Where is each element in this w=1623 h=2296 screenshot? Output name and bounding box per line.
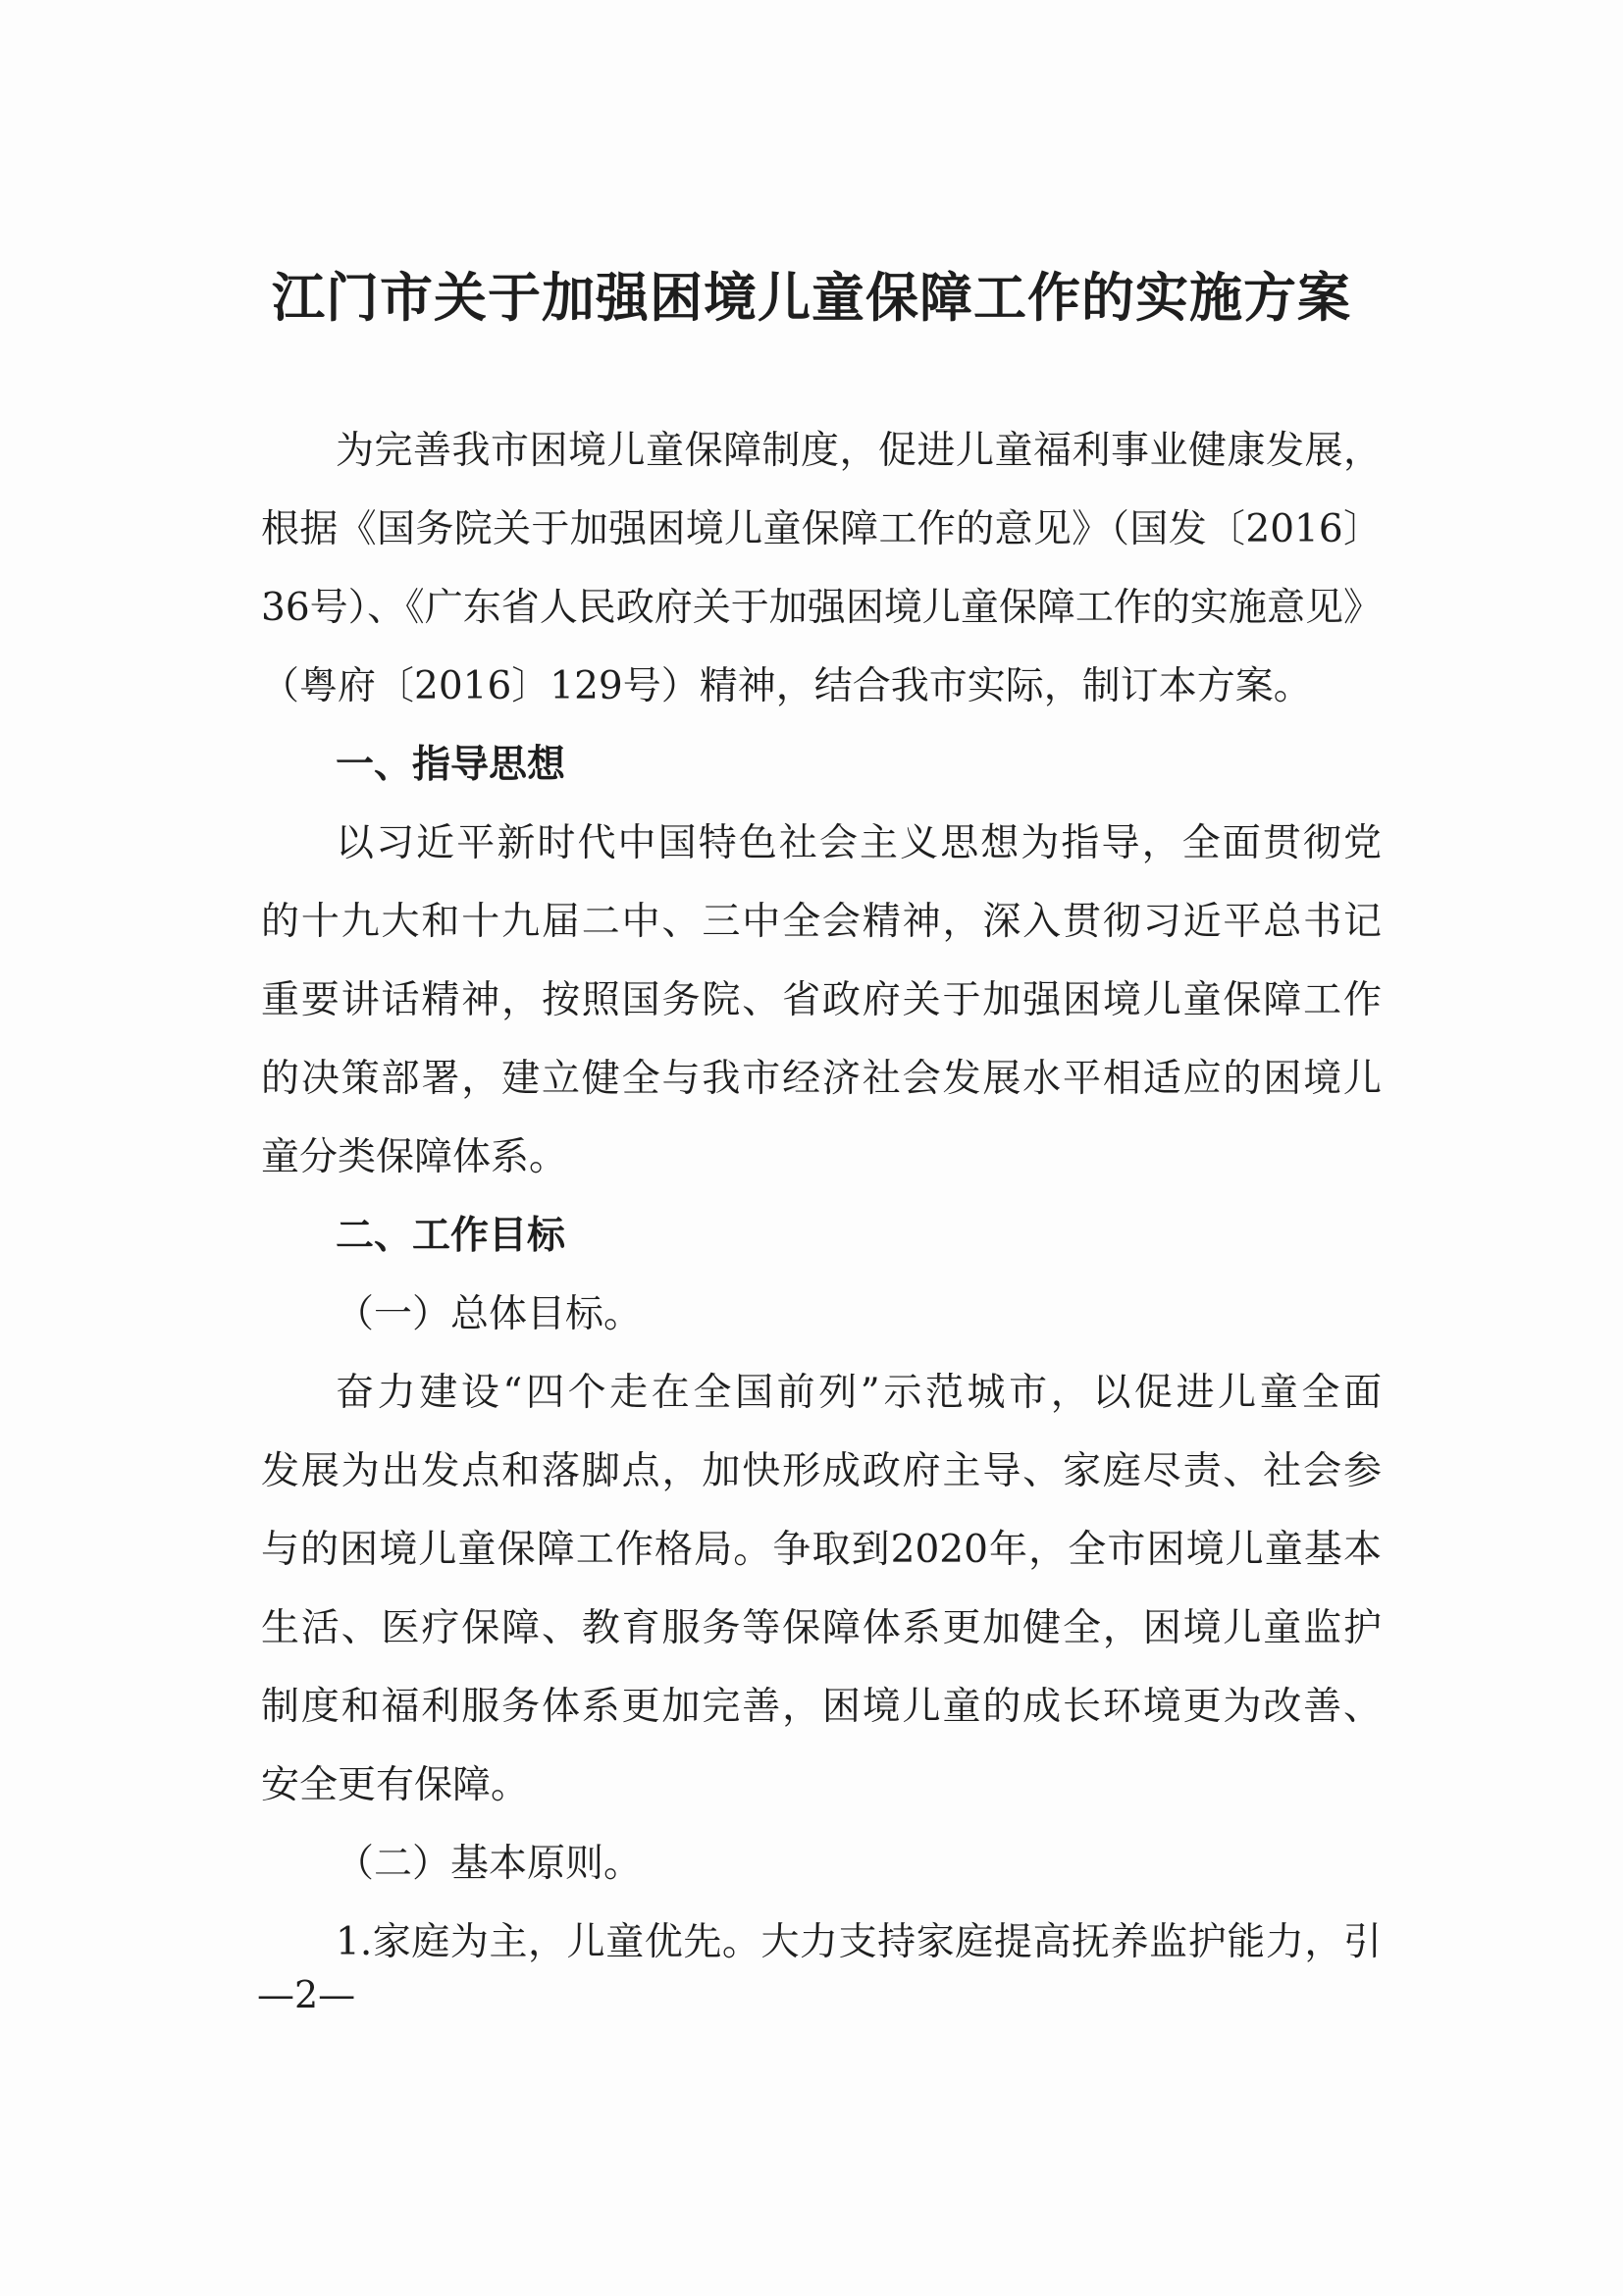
paragraph-line: 制度和福利服务体系更加完善，困境儿童的成长环境更为改善、 — [261, 1685, 1382, 1729]
paragraph-line: 生活、医疗保障、教育服务等保障体系更加健全，困境儿童监护 — [261, 1606, 1382, 1650]
paragraph-line: 重要讲话精神，按照国务院、省政府关于加强困境儿童保障工作 — [261, 978, 1382, 1022]
paragraph-line: 的十九大和十九届二中、三中全会精神，深入贯彻习近平总书记 — [261, 900, 1382, 944]
paragraph-line: （粤府〔2016〕129号）精神，结合我市实际，制订本方案。 — [261, 664, 1312, 708]
paragraph-line: 为完善我市困境儿童保障制度，促进儿童福利事业健康发展， — [336, 429, 1382, 473]
page-number: —2— — [257, 1973, 356, 2016]
section-heading: 一、指导思想 — [336, 743, 566, 787]
subsection-heading: （一）总体目标。 — [336, 1292, 643, 1336]
paragraph-line: 童分类保障体系。 — [261, 1135, 568, 1179]
paragraph-line: 根据《国务院关于加强困境儿童保障工作的意见》（国发〔2016〕 — [261, 507, 1382, 551]
paragraph-line: 与的困境儿童保障工作格局。争取到2020年，全市困境儿童基本 — [261, 1528, 1382, 1572]
subsection-heading: （二）基本原则。 — [336, 1842, 643, 1886]
paragraph-line: 以习近平新时代中国特色社会主义思想为指导，全面贯彻党 — [336, 821, 1382, 865]
paragraph-line: 发展为出发点和落脚点，加快形成政府主导、家庭尽责、社会参 — [261, 1449, 1382, 1493]
paragraph-line: 奋力建设“四个走在全国前列”示范城市，以促进儿童全面 — [336, 1371, 1382, 1415]
paragraph-line: 安全更有保障。 — [261, 1763, 530, 1807]
paragraph-line: 1.家庭为主，儿童优先。大力支持家庭提高抚养监护能力，引 — [336, 1920, 1382, 1964]
document-title: 江门市关于加强困境儿童保障工作的实施方案 — [272, 266, 1351, 329]
paragraph-line: 36号）、《广东省人民政府关于加强困境儿童保障工作的实施意见》 — [261, 586, 1382, 630]
paragraph-line: 的决策部署，建立健全与我市经济社会发展水平相适应的困境儿 — [261, 1057, 1382, 1101]
section-heading: 二、工作目标 — [336, 1214, 566, 1258]
